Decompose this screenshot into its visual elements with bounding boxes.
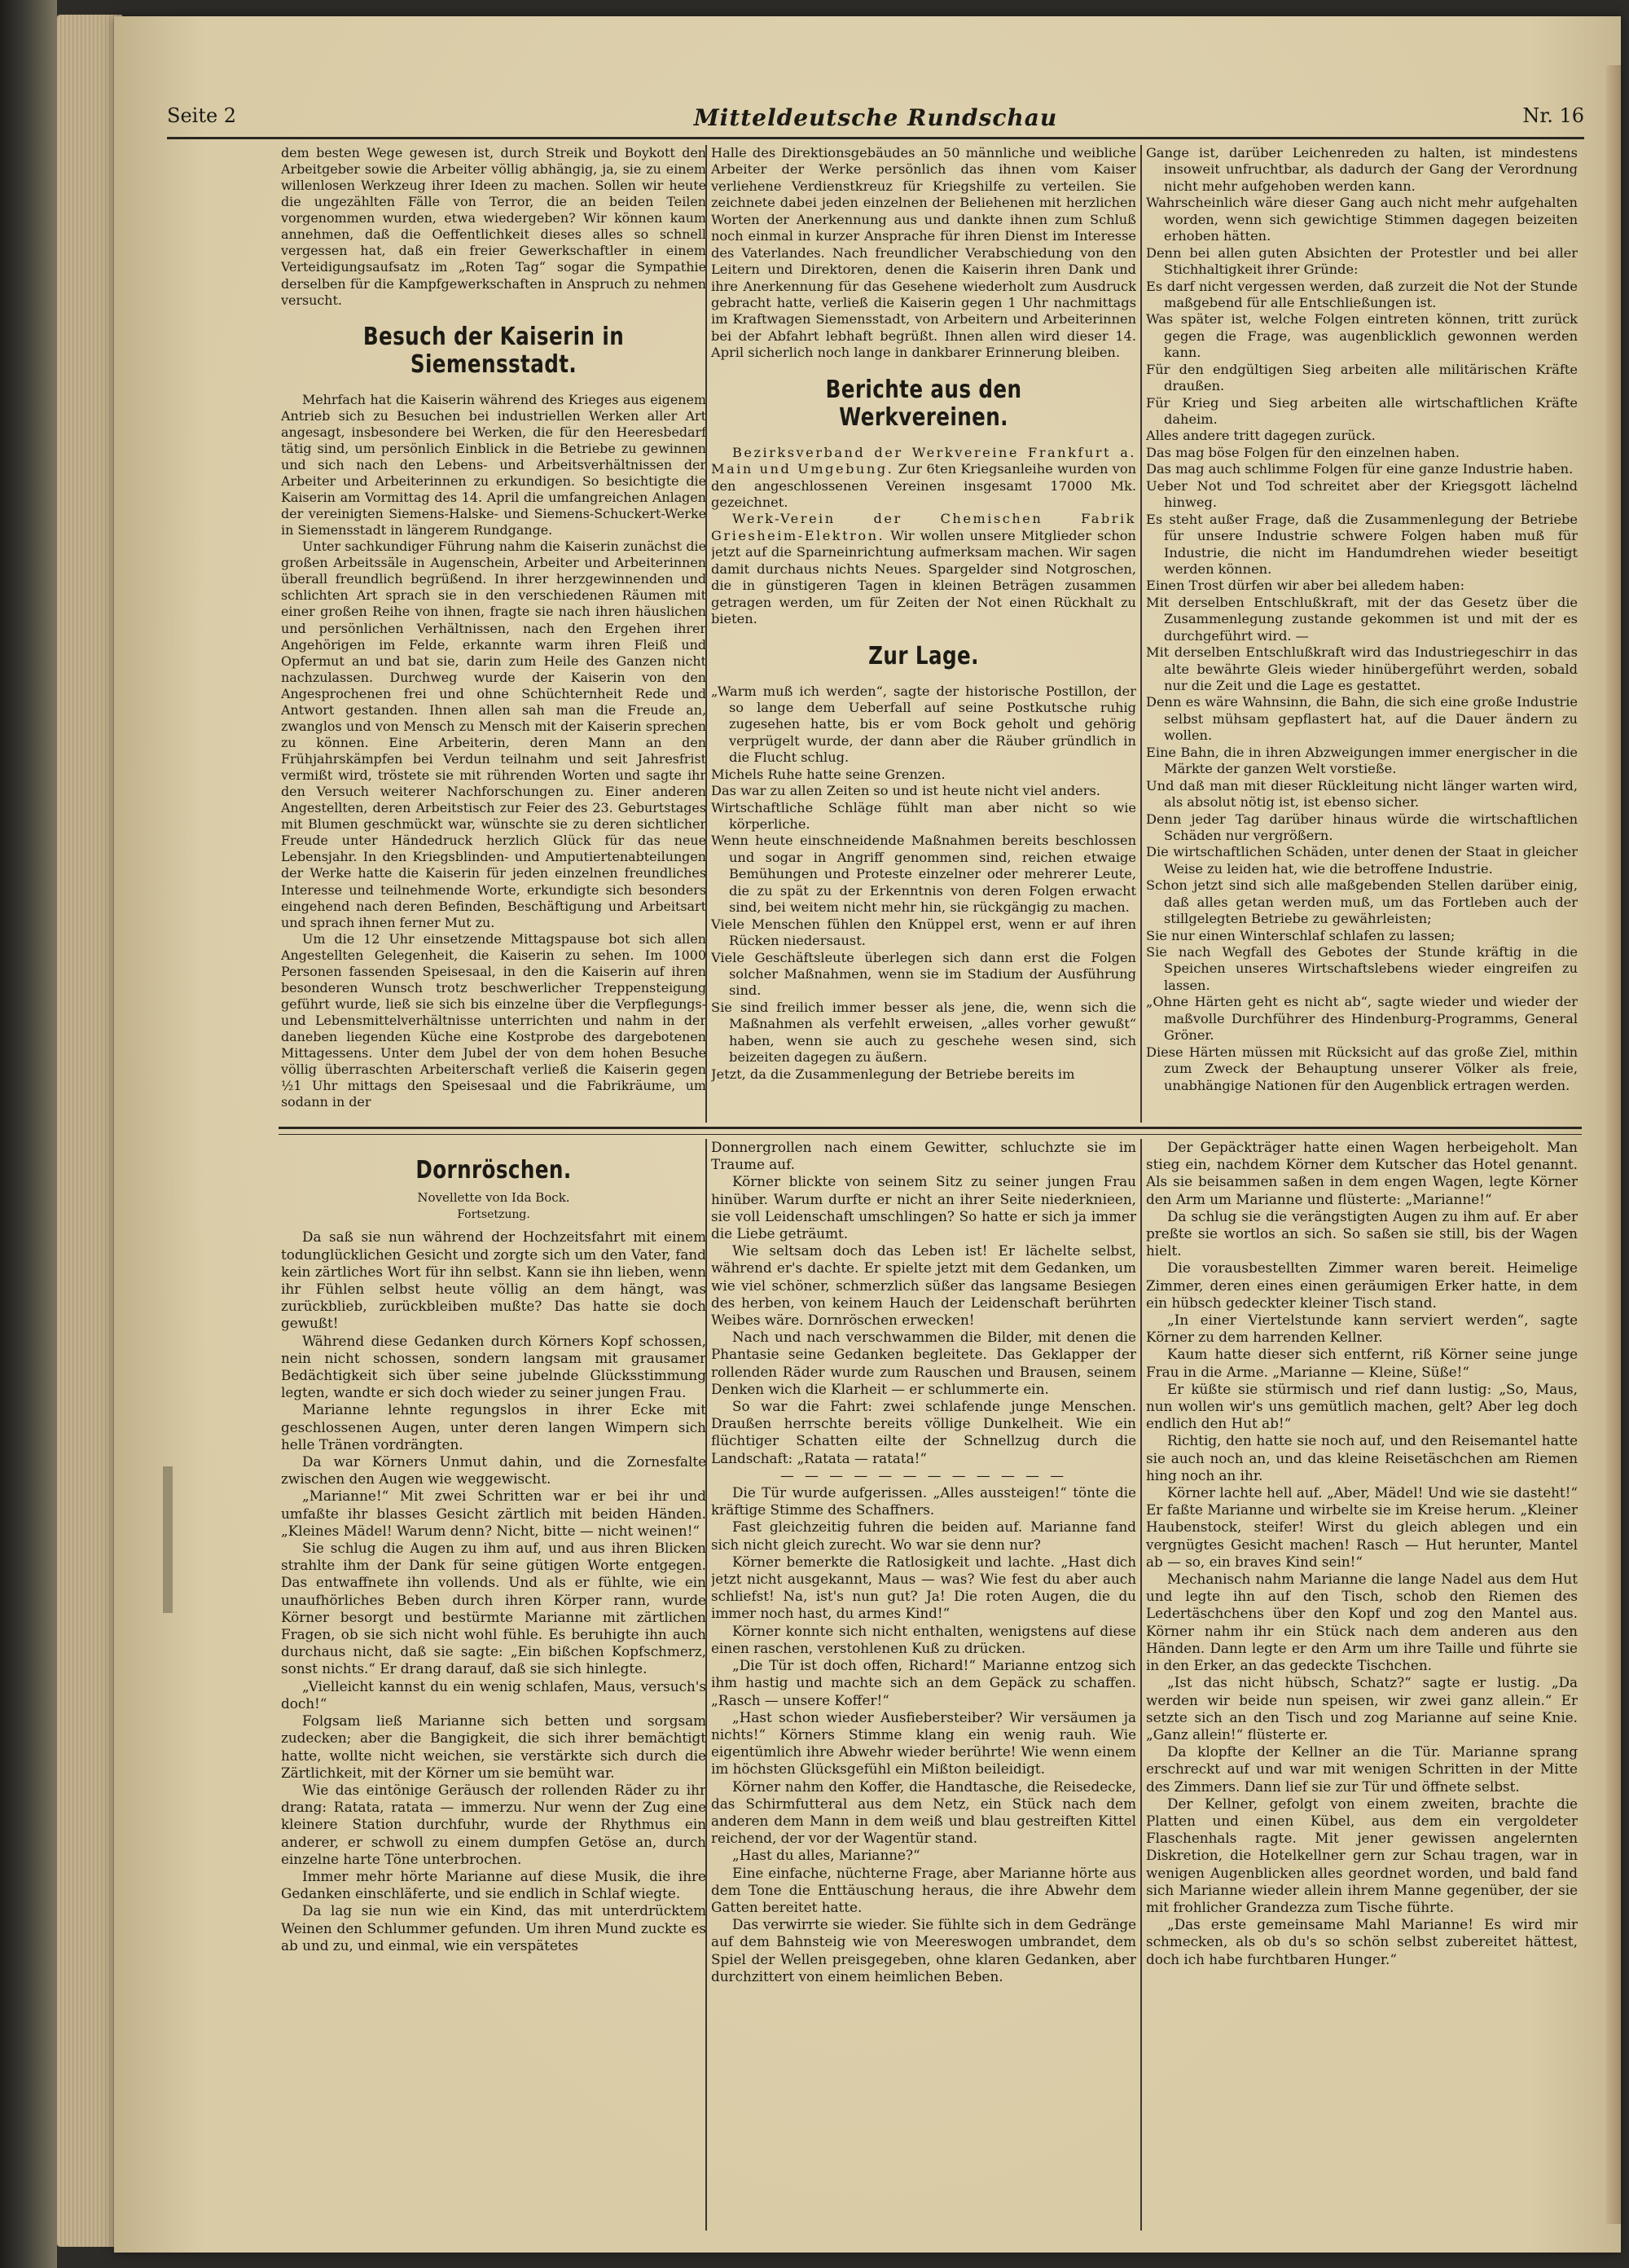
article-paragraph: Schon jetzt sind sich alle maßgebenden Stellen darüber einig, daß alles getan werden muß, um das Fortleben auch der stillgelegten Betriebe zu gewährleisten; <box>1146 877 1578 927</box>
story-paragraph: Die vorausbestellten Zimmer waren bereit. Heimelige Zimmer, deren eines einen geräumigen Erker hatte, in dem ein hübsch gedeckter kleiner Tisch stand. <box>1146 1259 1578 1311</box>
bottom-column-1 <box>281 1139 706 2231</box>
article-paragraph: Es darf nicht vergessen werden, daß zurzeit die Not der Stunde maßgebend für alle Entschließungen ist. <box>1146 278 1578 310</box>
article-paragraph: Denn jeder Tag darüber hinaus würde die wirtschaftlichen Schäden nur vergrößern. <box>1146 811 1578 843</box>
article-heading-kaiserin: Besuch der Kaiserin in Siemensstadt. <box>362 322 625 379</box>
scene-separator: — — — — — — — — — — — — <box>779 1466 1068 1483</box>
page-header <box>167 99 1584 140</box>
story-paragraph: Körner nahm den Koffer, die Handtasche, die Reisedecke, das Schirmfutteral aus dem Netz, ein Stück nach dem anderen dem Mann in dem weiß und blau gestreiften Kittel reichend, der vor der Wagentür stand. <box>711 1778 1136 1847</box>
issue-number: Nr. 16 <box>1522 104 1584 127</box>
column-divider <box>705 145 707 1123</box>
page-fore-edge <box>1606 65 1621 2224</box>
article-paragraph: Für Krieg und Sieg arbeiten alle wirtschaftlichen Kräfte daheim. <box>1146 394 1578 427</box>
top-column-2 <box>711 145 1136 1123</box>
story-paragraph: Donnergrollen nach einem Gewitter, schluchzte sie im Traume auf. <box>711 1139 1136 1173</box>
margin-stain <box>163 1466 173 1613</box>
story-paragraph: „In einer Viertelstunde kann serviert werden“, sagte Körner zu dem harrenden Kellner. <box>1146 1312 1578 1346</box>
story-paragraph: Da klopfte der Kellner an die Tür. Marianne sprang erschreckt auf und war mit wenigen Schritten in der Mitte des Zimmers. Dann lief sie zur Tür und öffnete selbst. <box>1146 1743 1578 1795</box>
report-lead: Bezirksverband der Werkvereine Frankfurt a. Main und Umgebung. <box>711 444 1136 477</box>
story-paragraph: Da saß sie nun während der Hochzeitsfahrt mit einem todunglücklichen Gesicht und zorgte sich um den Vater, fand kein zärtliches Wort für ihn selbst. Kann sie ihn lieben, wenn ihr Fühlen selbst heute völlig an dem hängt, was zurückblieb, zurückbleiben mußte? Das hatte sie doch gewußt! <box>281 1228 706 1332</box>
article-paragraph: Michels Ruhe hatte seine Grenzen. <box>711 766 946 782</box>
article-paragraph: Wirtschaftliche Schläge fühlt man aber nicht so wie körperliche. <box>711 799 1136 832</box>
story-paragraph: Da schlug sie die verängstigten Augen zu ihm auf. Er aber preßte sie wortlos an sich. So saßen sie still, bis der Wagen hielt. <box>1146 1207 1578 1259</box>
article-paragraph: Denn bei allen guten Absichten der Protestler und bei aller Stichhaltigkeit ihrer Gründe: <box>1146 244 1578 278</box>
article-paragraph: Um die 12 Uhr einsetzende Mittagspause bot sich allen Angestellten Gelegenheit, die Kaiserin zu sehen. Im 1000 Personen fassenden Speisesaal, in den die Kaiserin auf ihren besonderen Wunsch trotz beschwerlicher Treppensteigung geführt wurde, ließ sie sich bis einzelne über die Verpflegungs- und Lebensmittelverhältnisse unterrichten und nahm in der daneben liegenden Küche eine Kostprobe des dargebotenen Mittagessens. Unter dem Jubel der von dem hohen Besuche völlig überraschten Arbeiterschaft verließ die Kaiserin gegen ½1 Uhr mittags den Speisesaal und die Fabrikräume, um sodann in der <box>281 930 706 1110</box>
story-paragraph: Immer mehr hörte Marianne auf diese Musik, die ihre Gedanken einschläferte, und sie endlich in Schlaf wiegte. <box>281 1867 706 1902</box>
article-paragraph: Was später ist, welche Folgen eintreten können, tritt zurück gegen die Frage, was augenblicklich gewonnen werden kann. <box>1146 311 1578 361</box>
header-rule <box>167 137 1584 139</box>
article-paragraph: „Warm muß ich werden“, sagte der historische Postillon, der so lange dem Ueberfall auf seine Postkutsche ruhig zugesehen hatte, bis er vom Bock geholt und gehörig verprügelt wurde, der dann aber die Räuber gründlich in die Flucht schlug. <box>711 683 1136 766</box>
story-paragraph: Mechanisch nahm Marianne die lange Nadel aus dem Hut und legte ihn auf den Tisch, schob den Riemen des Ledertäschchens über den Kopf und zog den Mantel aus. Körner nahm ihr ein Stück nach dem anderen aus den Händen. Dann legte er den Arm um ihre Taille und führte sie in den Erker, an das gedeckte Tischchen. <box>1146 1571 1578 1674</box>
column-divider <box>1140 1139 1142 2231</box>
story-paragraph: Richtig, den hatte sie noch auf, und den Reisemantel hatte sie auch noch an, und das kleine Reisetäschchen am Riemen hing noch an ihr. <box>1146 1432 1578 1483</box>
article-paragraph: Eine Bahn, die in ihren Abzweigungen immer energischer in die Märkte der ganzen Welt vorstieße. <box>1146 744 1578 777</box>
article-paragraph: Diese Härten müssen mit Rücksicht auf das große Ziel, mithin zum Zweck der Behauptung unserer Völker als freie, unabhängige Nationen für den Augenblick ertragen werden. <box>1146 1044 1578 1093</box>
article-paragraph: Einen Trost dürfen wir aber bei alledem haben: <box>1146 578 1465 594</box>
story-paragraph: „Das erste gemeinsame Mahl Marianne! Es wird mir schmecken, als ob du's so schön selbst zubereitet hättest, doch ich habe furchtbaren Hunger.“ <box>1146 1916 1578 1967</box>
article-paragraph: Ueber Not und Tod schreitet aber der Kriegsgott lächelnd hinweg. <box>1146 477 1578 511</box>
article-paragraph: Sie sind freilich immer besser als jene, die, wenn sich die Maßnahmen als verfehlt erweisen, „alles vorher gewußt“ haben, wenn sie auch zu geschehe wesen sind, sich beizeiten dagegen zu äußern. <box>711 999 1136 1066</box>
story-paragraph: Körner lachte hell auf. „Aber, Mädel! Und wie sie dasteht!“ Er faßte Marianne und wirbelte sie im Kreise herum. „Kleiner Haubenstock, steifer! Wirst du gleich ablegen und ein vergnügtes Gesicht machen! Rasch — Hut herunter, Mantel ab — so, ein braves Kind sein!“ <box>1146 1484 1578 1570</box>
article-paragraph: Das war zu allen Zeiten so und ist heute nicht viel anders. <box>711 783 1100 799</box>
story-paragraph: „Vielleicht kannst du ein wenig schlafen, Maus, versuch's doch!“ <box>281 1677 706 1712</box>
story-paragraph: „Ist das nicht hübsch, Schatz?“ sagte er lustig. „Da werden wir beide nun speisen, wir zwei ganz allein.“ Er setzte sich an den Tisch und zog Marianne auf seine Knie. „Ganz allein!“ flüsterte er. <box>1146 1674 1578 1743</box>
report-lead: Werk-Verein der Chemischen Fabrik Griesheim-Elektron. <box>711 511 1136 543</box>
report-text: Wir wollen unsere Mitglieder schon jetzt auf die Sparneinrichtung aufmerksam machen. Wir sagen damit durchaus nichts Neues. Spargelder sind Notgroschen, die in günstigeren Tagen in kleinen Beträgen zusammen getragen werden, um für Zeiten der Not einen Rückhalt zu bieten. <box>711 527 1136 627</box>
article-paragraph: Das mag böse Folgen für den einzelnen haben. <box>1146 444 1460 460</box>
story-paragraph: So war die Fahrt: zwei schlafende junge Menschen. Draußen herrschte bereits völlige Dunkelheit. Wie ein flüchtiger Schatten eilte der Schnellzug durch die Landschaft: „Ratata — ratata!“ <box>711 1398 1136 1466</box>
top-column-3 <box>1146 145 1578 1123</box>
story-paragraph: Nach und nach verschwammen die Bilder, mit denen die Phantasie seine Gedanken begleitete. Das Geklapper der rollenden Räder wurde zum Rauschen und Brausen, seinem Denken wich die Klarheit — er schlummerte ein. <box>711 1329 1136 1397</box>
article-paragraph: dem besten Wege gewesen ist, durch Streik und Boykott den Arbeitgeber sowie die Arbeiter völlig abhängig, ja, sie zu einem willenlosen Werkzeug ihrer Ideen zu machen. Sollen wir heute die ungezählten Fälle von Terror, die an beiden Teilen vorgenommen wurden, etwa wiedergeben? Wir können kaum annehmen, daß die Oeffentlichkeit dieses alles so schnell vergessen hat, daß ein freier Gewerkschaftler in einem Verteidigungsaufsatz im „Roten Tag“ sogar die Sympathie derselben für die Kampfgewerkschaften in Anspruch zu nehmen versucht. <box>281 145 706 308</box>
story-continuation: Fortsetzung. <box>457 1208 530 1222</box>
article-paragraph: Es steht außer Frage, daß die Zusammenlegung der Betriebe für unsere Industrie schwere Folgen haben muß für Industrie, die nicht im Handumdrehen wieder beseitigt werden können. <box>1146 511 1578 577</box>
article-paragraph: Wahrscheinlich wäre dieser Gang auch nicht mehr aufgehalten worden, wenn sich gewichtige Stimmen dagegen beizeiten erhoben hätten. <box>1146 195 1578 244</box>
story-paragraph: Da war Körners Unmut dahin, und die Zornesfalte zwischen den Augen wie weggewischt. <box>281 1453 706 1488</box>
article-paragraph: Für den endgültigen Sieg arbeiten alle militärischen Kräfte draußen. <box>1146 361 1578 394</box>
story-paragraph: Marianne lehnte regungslos in ihrer Ecke mit geschlossenen Augen, unter deren langen Wimpern sich helle Tränen vordrängten. <box>281 1401 706 1453</box>
story-paragraph: Die Tür wurde aufgerissen. „Alles aussteigen!“ tönte die kräftige Stimme des Schaffners. <box>711 1484 1136 1519</box>
story-paragraph: Körner blickte von seinem Sitz zu seiner jungen Frau hinüber. Warum durfte er nicht an ihrer Seite niederknieen, sie voll Leidenschaft umschlingen? So hatte er sich ja immer die Liebe geträumt. <box>711 1173 1136 1242</box>
article-heading-werkvereine: Berichte aus den Werkvereinen. <box>825 375 1022 432</box>
article-paragraph: Mehrfach hat die Kaiserin während des Krieges aus eigenem Antrieb sich zu Besuchen bei industriellen Werken aller Art angesagt, insbesondere bei Werken, die für den Heeresbedarf tätig sind, um persönlich Einblick in die Betriebe zu gewinnen und sich nach den Lebens- und Arbeitsverhältnissen der Arbeiter und Arbeiterinnen zu erkundigen. So besichtigte die Kaiserin am Vormittag des 14. April die umfangreichen Anlagen der vereinigten Siemens-Halske- und Siemens-Schuckert-Werke in Siemensstadt in längerem Rundgange. <box>281 391 706 538</box>
article-paragraph: Mit derselben Entschlußkraft wird das Industriegeschirr in das alte bewährte Gleis wieder hinübergeführt werden, sobald nur die Zeit und die Lage es gestattet. <box>1146 644 1578 693</box>
bottom-column-3 <box>1146 1139 1578 2231</box>
story-paragraph: Kaum hatte dieser sich entfernt, riß Körner seine junge Frau in die Arme. „Marianne — Kleine, Süße!“ <box>1146 1346 1578 1380</box>
article-paragraph: Sie nach Wegfall des Gebotes der Stunde kräftig in die Speichen unseres Wirtschaftslebens wieder eingreifen zu lassen. <box>1146 944 1578 993</box>
article-paragraph: Gange ist, darüber Leichenreden zu halten, ist mindestens insoweit unfruchtbar, als dadurch der Gang der Verordnung nicht mehr aufgehoben werden kann. <box>1146 145 1578 194</box>
story-paragraph: Folgsam ließ Marianne sich betten und sorgsam zudecken; aber die Bangigkeit, die sich ihrer bemächtigt hatte, wollte nicht weichen, sie verstärkte sich durch die Zärtlichkeit, mit der Körner um sie bemüht war. <box>281 1712 706 1781</box>
story-byline: Novellette von Ida Bock. <box>417 1190 570 1205</box>
story-paragraph: Der Gepäckträger hatte einen Wagen herbeigeholt. Man stieg ein, nachdem Körner dem Kutscher das Hotel genannt. Als sie beisammen saßen in dem engen Wagen, legte Körner den Arm um Marianne und flüsterte: „Marianne!“ <box>1146 1139 1578 1207</box>
story-paragraph: Das verwirrte sie wieder. Sie fühlte sich in dem Gedränge auf dem Bahnsteig wie von Meereswogen umbrandet, dem Spiel der Wellen preisgegeben, ohne klaren Gedanken, aber durchzittert von einem heimlichen Beben. <box>711 1916 1136 1984</box>
story-paragraph: Eine einfache, nüchterne Frage, aber Marianne hörte aus dem Tone die Enttäuschung heraus, die ihre Abwehr dem Gatten bereitet hatte. <box>711 1864 1136 1915</box>
story-paragraph: Fast gleichzeitig fuhren die beiden auf. Marianne fand sich nicht gleich zurecht. Wo war sie denn nur? <box>711 1519 1136 1553</box>
story-paragraph: Körner bemerkte die Ratlosigkeit und lachte. „Hast dich jetzt nicht ausgekannt, Maus — was? Wie fest du aber auch schliefst! Na, ist's nun gut? Ja! Die roten Augen, die du immer noch hast, du armes Kind!“ <box>711 1553 1136 1622</box>
story-paragraph: Er küßte sie stürmisch und rief dann lustig: „So, Maus, nun wollen wir's uns gemütlich machen, gelt? Aber leg doch endlich den Hut ab!“ <box>1146 1380 1578 1432</box>
column-divider <box>705 1139 707 2231</box>
story-paragraph: Da lag sie nun wie ein Kind, das mit unterdrücktem Weinen den Schlummer gefunden. Um ihren Mund zuckte es ab und zu, und einmal, wie ein verspätetes <box>281 1902 706 1954</box>
report-paragraph <box>711 511 1136 627</box>
page-stack-edge <box>57 15 122 2247</box>
article-paragraph: Mit derselben Entschlußkraft, mit der das Gesetz über die Zusammenlegung zustande gekommen ist und mit der es durchgeführt wird. — <box>1146 594 1578 644</box>
book-binding <box>0 0 57 2268</box>
story-paragraph: Sie schlug die Augen zu ihm auf, und aus ihren Blicken strahlte ihm der Dank für seine gütigen Worte entgegen. Das entwaffnete ihn vollends. Und als er fühlte, wie ein unaufhörliches Beben durch ihren Körper rann, wurde Körner besorgt und bestürmte Marianne mit zärtlichen Fragen, ob sie sich nicht wohl fühle. Es beruhigte ihn auch durchaus nicht, daß sie sagte: „Ein bißchen Kopfschmerz, sonst nichts.“ Er drang darauf, daß sie sich hinlegte. <box>281 1540 706 1677</box>
story-heading: Dornröschen. <box>415 1156 572 1185</box>
story-paragraph: „Marianne!“ Mit zwei Schritten war er bei ihr und umfaßte ihr blasses Gesicht zärtlich mit beiden Händen. „Kleines Mädel! Warum denn? Nicht, bitte — nicht weinen!“ <box>281 1488 706 1539</box>
article-paragraph: Viele Geschäftsleute überlegen sich dann erst die Folgen solcher Maßnahmen, wenn sie im Stadium der Ausführung sind. <box>711 949 1136 999</box>
page-label: Seite 2 <box>167 104 237 127</box>
article-paragraph: Unter sachkundiger Führung nahm die Kaiserin zunächst die großen Arbeitssäle in Augenschein, Arbeiter und Arbeiterinnen überall freundlich begrüßend. In ihrer herzgewinnenden und schlichten Art sprach sie in den verschiedenen Räumen mit einer großen Reihe von ihnen, fragte sie nach ihren häuslichen und persönlichen Verhältnissen, nach den Ergehen ihrer Angehörigen im Felde, erkannte warm ihren Fleiß und Opfermut an und bat sie, darin zum Heile des Ganzen nicht nachzulassen. Durchweg wurde der Kaiserin von den Angesprochenen frei und ohne Schüchternheit Rede und Antwort gestanden. Ihnen allen sah man die Freude an, zwanglos und von Mensch zu Mensch mit der Kaiserin sprechen zu können. Eine Arbeiterin, deren Mann an den Frühjahrskämpfen bei Verdun teilnahm und seit Jahresfrist vermißt wird, tröstete sie mit rührenden Worten und sagte ihr den Versuch weiterer Nachforschungen zu. Einer anderen Angestellten, deren Arbeitstisch zur Feier des 23. Geburtstages mit Blumen geschmückt war, wünschte sie zu deren sichtlicher Freude unter Händedruck herzlich Glück für das neue Lebensjahr. In den Kriegsblinden- und Amputiertenabteilungen der Werke hatte die Kaiserin für jeden einzelnen freundliches Interesse und teilnehmende Worte, erkundigte sich besonders eingehend nach deren Befinden, Beschäftigung und Arbeitsart und sprach ihnen ferner Mut zu. <box>281 538 706 930</box>
newspaper-title: Mitteldeutsche Rundschau <box>693 104 1058 131</box>
article-paragraph: Denn es wäre Wahnsinn, die Bahn, die sich eine große Industrie selbst mühsam gepflastert hat, auf die Dauer ändern zu wollen. <box>1146 694 1578 744</box>
article-paragraph: Halle des Direktionsgebäudes an 50 männliche und weibliche Arbeiter der Werke persönlich das ihnen vom Kaiser verliehene Verdienstkreuz für Kriegshilfe zu verteilen. Sie zeichnete dabei jeden einzelnen der Beliehenen mit herzlichen Worten der Anerkennung aus und dankte ihnen zum Schluß noch einmal in kurzer Ansprache für ihren Dienst im Interesse des Vaterlandes. Nach freundlicher Verabschiedung von den Leitern und Direktoren, denen die Kaiserin ihren Dank und ihre Anerkennung für das Gesehene wiederholt zum Ausdruck gebracht hatte, verließ die Kaiserin gegen 1 Uhr nachmittags im Kraftwagen Siemensstadt, von Arbeitern und Arbeiterinnen bei der Abfahrt lebhaft begrüßt. Ihnen allen wird dieser 14. April sicherlich noch lange in dankbarer Erinnerung bleiben. <box>711 145 1136 361</box>
story-paragraph: Während diese Gedanken durch Körners Kopf schossen, nein nicht schossen, sondern langsam mit grausamer Bedächtigkeit sich über seine jubelnde Glücksstimmung legten, wandte er sich doch wieder zu seiner jungen Frau. <box>281 1332 706 1401</box>
story-paragraph: „Hast du alles, Marianne?“ <box>732 1847 920 1864</box>
article-paragraph: Jetzt, da die Zusammenlegung der Betriebe bereits im <box>711 1066 1075 1082</box>
story-paragraph: „Die Tür ist doch offen, Richard!“ Marianne entzog sich ihm hastig und machte sich an dem Gepäck zu schaffen. „Rasch — unsere Koffer!“ <box>711 1657 1136 1708</box>
article-heading-lage: Zur Lage. <box>868 641 979 670</box>
article-paragraph: Wenn heute einschneidende Maßnahmen bereits beschlossen und sogar in Angriff genommen sind, reichen etwaige Bemühungen und Proteste einzelner oder mehrerer Leute, die zu spät zu der Erkenntnis von deren Folgen erwacht sind, bei weitem nicht mehr hin, sie rückgängig zu machen. <box>711 833 1136 916</box>
bottom-column-2 <box>711 1139 1136 2231</box>
article-paragraph: Das mag auch schlimme Folgen für eine ganze Industrie haben. <box>1146 461 1574 477</box>
story-paragraph: Wie seltsam doch das Leben ist! Er lächelte selbst, während er's dachte. Er spielte jetzt mit dem Gedanken, um wie viel schöner, schmerzlich süßer das langsame Besiegen des herben, von keinem Hauch der Leidenschaft berührten Weibes wäre. Dornröschen erwecken! <box>711 1242 1136 1329</box>
section-divider <box>279 1127 1582 1135</box>
report-text: Zur 6ten Kriegsanleihe wurden von den angeschlossenen Vereinen insgesamt 17000 Mk. gezeichnet. <box>711 461 1136 510</box>
story-paragraph: Wie das eintönige Geräusch der rollenden Räder zu ihr drang: Ratata, ratata — immerzu. Nur wenn der Zug eine kleinere Station durchfuhr, wurde der Rhythmus ein anderer, er schwoll zu einem dumpfen Getöse an, durch einzelne harte Töne unterbrochen. <box>281 1781 706 1867</box>
article-paragraph: Und daß man mit dieser Rückleitung nicht länger warten wird, als absolut nötig ist, ist ebenso sicher. <box>1146 777 1578 811</box>
story-paragraph: „Hast schon wieder Ausfiebersteiber? Wir versäumen ja nichts!“ Körners Stimme klang ein wenig rauh. Wie eigentümlich ihre Abwehr wieder berührte! Wie wenn einem im höchsten Glücksgefühl ein Mißton beileidigt. <box>711 1708 1136 1778</box>
article-paragraph: Viele Menschen fühlen den Knüppel erst, wenn er auf ihren Rücken niedersaust. <box>711 916 1136 949</box>
column-divider <box>1140 145 1142 1123</box>
article-paragraph: Alles andere tritt dagegen zurück. <box>1146 428 1376 444</box>
top-column-1 <box>281 145 706 1123</box>
report-paragraph <box>711 445 1136 512</box>
article-paragraph: „Ohne Härten geht es nicht ab“, sagte wieder und wieder der maßvolle Durchführer des Hindenburg-Programms, General Gröner. <box>1146 994 1578 1044</box>
article-paragraph: Die wirtschaftlichen Schäden, unter denen der Staat in gleicher Weise zu leiden hat, wie die betroffene Industrie. <box>1146 844 1578 877</box>
article-paragraph: Sie nur einen Winterschlaf schlafen zu lassen; <box>1146 927 1456 943</box>
story-paragraph: Körner konnte sich nicht enthalten, wenigstens auf diese einen raschen, verstohlenen Kuß zu drücken. <box>711 1622 1136 1656</box>
story-paragraph: Der Kellner, gefolgt von einem zweiten, brachte die Platten und einen Kübel, aus dem ein vergoldeter Flaschenhals ragte. Mit jener gewissen angelernten Diskretion, die Hotelkellner gern zur Schau tragen, war in wenigen Augenblicken alles geordnet worden, und bald fand sich Marianne wieder allein ihrem Manne gegenüber, der sie mit frohlicher Grandezza zum Tische führte. <box>1146 1795 1578 1915</box>
